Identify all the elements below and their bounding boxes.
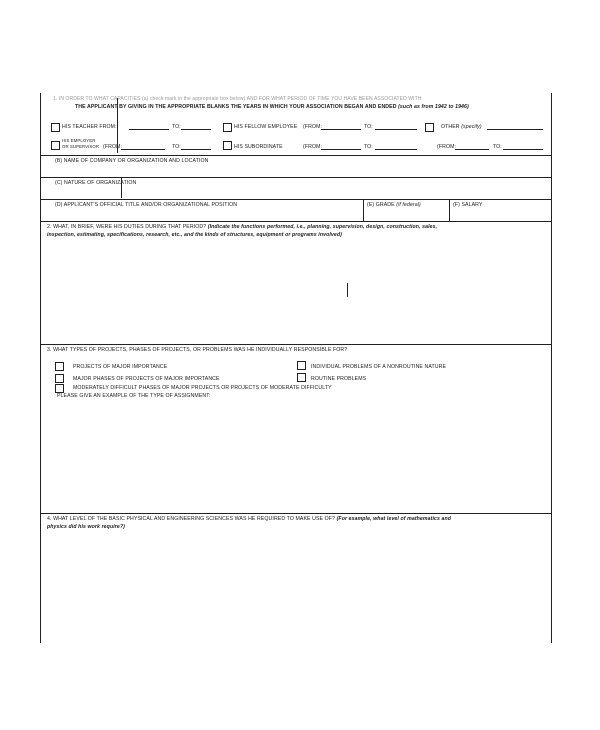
section2-question: 2. WHAT, IN BRIEF, WERE HIS DUTIES DURING THAT PERIOD? xyxy=(47,224,207,230)
section4-answer-area[interactable] xyxy=(43,533,549,641)
major-phases-checkbox[interactable] xyxy=(55,374,64,383)
grade-note: (if federal) xyxy=(396,202,421,208)
section1-header-line1: 1. IN ORDER TO WHAT CAPACITIES (a) check mark in the appropriate box below) AND FOR WHAT PERIOD OF TIME YOU HAVE BEEN ASSOCIATED WITH xyxy=(53,96,422,102)
section4-question: 4. WHAT LEVEL OF THE BASIC PHYSICAL AND ENGINEERING SCIENCES WAS HE REQUIRED TO MAKE USE OF? xyxy=(47,516,336,522)
teacher-to-field[interactable] xyxy=(181,129,211,130)
section2-hint-1: (Indicate the functions performed, i.e., planning, supervision, design, construction, sales, xyxy=(207,224,438,230)
divider xyxy=(41,344,551,345)
nature-label: (C) NATURE OF ORGANIZATION xyxy=(55,180,137,186)
moderate-phases-checkbox[interactable] xyxy=(55,384,64,393)
fellow-to-label: TO: xyxy=(364,124,373,130)
other-to-label: TO: xyxy=(493,144,502,150)
nonroutine-checkbox[interactable] xyxy=(297,361,306,370)
section1-header-main: THE APPLICANT BY GIVING IN THE APPROPRIATE BLANKS THE YEARS IN WHICH YOUR ASSOCIATION BEGAN AND ENDED xyxy=(75,104,397,110)
other-checkbox[interactable] xyxy=(425,123,434,132)
fellow-from-field[interactable] xyxy=(321,129,361,130)
teacher-from-field[interactable] xyxy=(129,129,169,130)
subordinate-checkbox[interactable] xyxy=(223,141,232,150)
employer-label-line1: HIS EMPLOYER xyxy=(62,138,96,143)
subordinate-from-field[interactable] xyxy=(321,149,361,150)
subordinate-from-label: (FROM: xyxy=(303,144,323,150)
employer-to-field[interactable] xyxy=(181,149,211,150)
divider xyxy=(41,155,551,156)
other-specify: (specify) xyxy=(461,124,482,130)
major-projects-checkbox[interactable] xyxy=(55,362,64,371)
divider xyxy=(41,513,551,514)
grade-text: (E) GRADE xyxy=(367,202,395,208)
subordinate-label: HIS SUBORDINATE xyxy=(234,144,283,150)
section2-question-line1 xyxy=(47,224,437,230)
option-routine: ROUTINE PROBLEMS xyxy=(311,376,367,382)
routine-checkbox[interactable] xyxy=(297,373,306,382)
fellow-employee-label: HIS FELLOW EMPLOYEE xyxy=(234,124,298,130)
section3-answer-area[interactable] xyxy=(43,403,549,511)
fellow-employee-checkbox[interactable] xyxy=(223,123,232,132)
employer-label-line2: OR SUPERVISOR xyxy=(62,144,100,149)
divider xyxy=(41,177,551,178)
employer-from-field[interactable] xyxy=(121,149,165,150)
section2-answer-area[interactable] xyxy=(43,241,549,341)
section1-header-italic: (such as from 1942 to 1946) xyxy=(398,104,469,110)
option-major-projects: PROJECTS OF MAJOR IMPORTANCE xyxy=(73,364,168,370)
section1-header-line2 xyxy=(75,104,469,110)
section4-question-line1 xyxy=(47,516,451,522)
other-to-field[interactable] xyxy=(503,149,543,150)
column-mark xyxy=(121,178,122,198)
subordinate-to-label: TO: xyxy=(364,144,373,150)
salary-label: (F) SALARY xyxy=(453,202,483,208)
section3-question: 3. WHAT TYPES OF PROJECTS, PHASES OF PROJECTS, OR PROBLEMS WAS HE INDIVIDUALLY RESPONSIBLE FOR? xyxy=(47,347,348,353)
section4-hint-2: physics did his work require?) xyxy=(47,524,125,530)
other-from-field[interactable] xyxy=(455,149,489,150)
option-major-phases: MAJOR PHASES OF PROJECTS OF MAJOR IMPORTANCE xyxy=(73,376,220,382)
option-moderate-phases: MODERATELY DIFFICULT PHASES OF MAJOR PROJECTS OR PROJECTS OF MODERATE DIFFICULTY xyxy=(73,385,332,391)
divider xyxy=(41,199,551,200)
teacher-label: HIS TEACHER FROM: xyxy=(62,124,117,130)
employer-from-label: (FROM: xyxy=(103,144,123,150)
other-specify-field[interactable] xyxy=(487,129,543,130)
divider xyxy=(41,221,551,222)
fellow-to-field[interactable] xyxy=(375,129,417,130)
other-text: OTHER xyxy=(441,124,460,130)
fellow-from-label: (FROM: xyxy=(303,124,323,130)
section4-hint-1: (For example, what level of mathematics and xyxy=(336,516,452,522)
grade-label xyxy=(367,202,421,208)
teacher-checkbox[interactable] xyxy=(51,123,60,132)
grade-divider xyxy=(363,199,364,221)
company-label: (B) NAME OF COMPANY OR ORGANIZATION AND LOCATION xyxy=(55,158,209,164)
teacher-to-label: TO: xyxy=(172,124,181,130)
other-label xyxy=(441,124,482,130)
salary-divider xyxy=(449,199,450,221)
employer-to-label: TO: xyxy=(172,144,181,150)
section2-hint-2: inspection, estimating, specifications, research, etc., and the kinds of structures, equipment or programs involved) xyxy=(47,232,342,238)
example-prompt: PLEASE GIVE AN EXAMPLE OF THE TYPE OF ASSIGNMENT: xyxy=(57,393,211,399)
title-label: (D) APPLICANT'S OFFICIAL TITLE AND/OR ORGANIZATIONAL POSITION xyxy=(55,202,238,208)
reference-form xyxy=(40,93,552,643)
header-column-mark xyxy=(117,98,118,153)
other-from-label: (FROM: xyxy=(437,144,457,150)
subordinate-to-field[interactable] xyxy=(375,149,417,150)
option-nonroutine: INDIVIDUAL PROBLEMS OF A NONROUTINE NATURE xyxy=(311,364,447,370)
employer-checkbox[interactable] xyxy=(51,141,60,150)
